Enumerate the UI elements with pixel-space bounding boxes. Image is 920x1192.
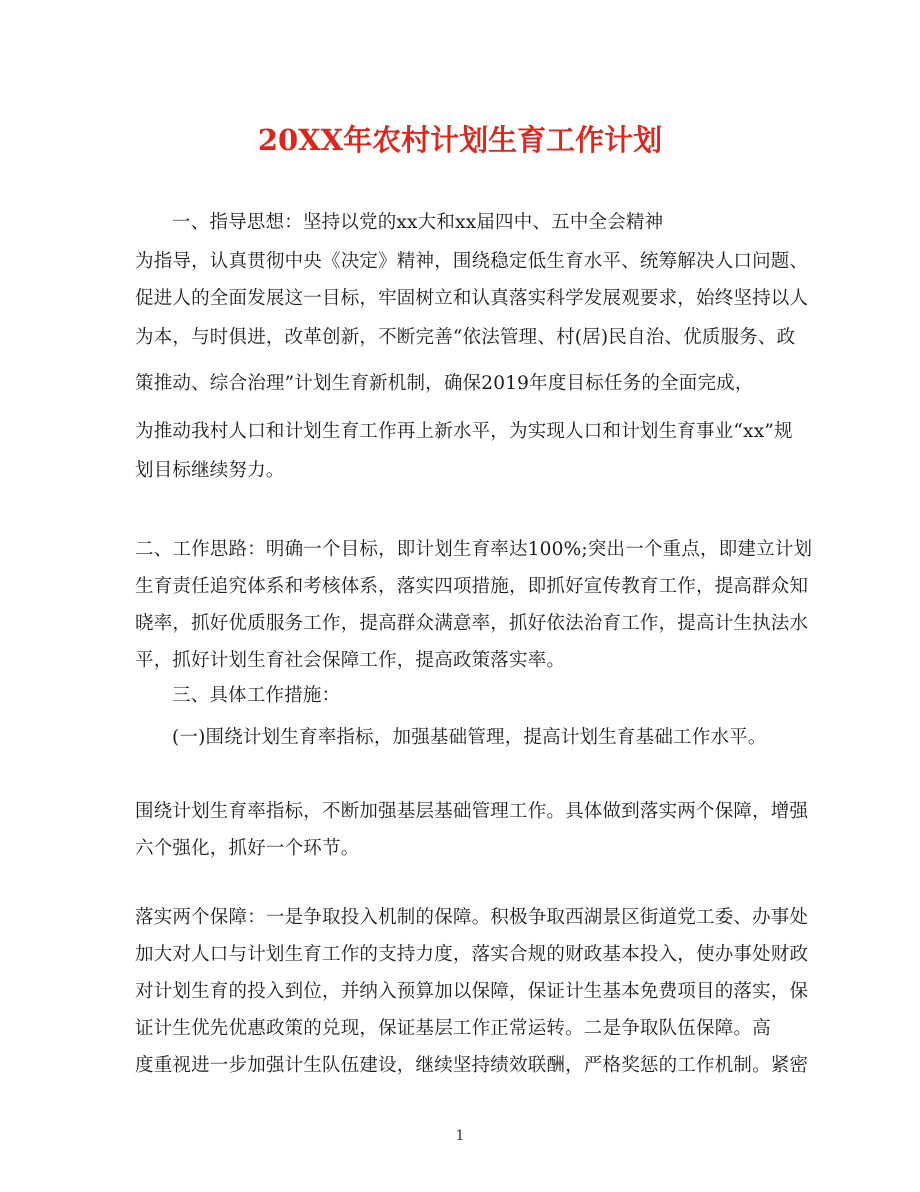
paragraph-line: 为本，与时俱进，改革创新，不断完善“依法管理、村(居)民自治、优质服务、政 <box>135 327 796 348</box>
subsection-heading: (一)围绕计划生育率指标，加强基础管理，提高计划生育基础工作水平。 <box>172 727 767 748</box>
paragraph-line: 晓率，抓好优质服务工作，提高群众满意率，抓好依法治育工作，提高计生执法水 <box>135 613 809 634</box>
paragraph-line: 为推动我村人口和计划生育工作再上新水平，为实现人口和计划生育事业“xx”规 <box>135 421 793 442</box>
paragraph-line: 证计生优先优惠政策的兑现，保证基层工作正常运转。二是争取队伍保障。高 <box>135 1018 771 1039</box>
paragraph-line: 为指导，认真贯彻中央《决定》精神，围绕稳定低生育水平、统筹解决人口问题、 <box>135 251 809 272</box>
paragraph-line: 一、指导思想：坚持以党的xx大和xx届四中、五中全会精神 <box>172 212 664 233</box>
page-number: 1 <box>455 1128 465 1144</box>
paragraph-line: 加大对人口与计划生育工作的支持力度，落实合规的财政基本投入，使办事处财政 <box>135 944 809 965</box>
paragraph-line: 策推动、综合治理”计划生育新机制，确保2019年度目标任务的全面完成， <box>135 373 754 394</box>
paragraph-line: 划目标继续努力。 <box>135 460 285 481</box>
paragraph-line: 对计划生育的投入到位，并纳入预算加以保障，保证计生基本免费项目的落实，保 <box>135 981 809 1002</box>
paragraph-line: 度重视进一步加强计生队伍建设，继续坚持绩效联酬，严格奖惩的工作机制。紧密 <box>135 1055 809 1076</box>
section-heading: 三、具体工作措施： <box>172 685 341 706</box>
document-title: 20XX年农村计划生育工作计划 <box>257 123 663 157</box>
paragraph-line: 生育责任追究体系和考核体系，落实四项措施，即抓好宣传教育工作，提高群众知 <box>135 576 809 597</box>
paragraph-line: 落实两个保障：一是争取投入机制的保障。积极争取西湖景区街道党工委、办事处 <box>135 907 809 928</box>
paragraph-line: 平，抓好计划生育社会保障工作，提高政策落实率。 <box>135 650 566 671</box>
paragraph-line: 围绕计划生育率指标，不断加强基层基础管理工作。具体做到落实两个保障，增强 <box>135 801 809 822</box>
paragraph-line: 促进人的全面发展这一目标，牢固树立和认真落实科学发展观要求，始终坚持以人 <box>135 288 809 309</box>
paragraph-line: 六个强化，抓好一个环节。 <box>135 838 360 859</box>
paragraph-line: 二、工作思路：明确一个目标，即计划生育率达100%;突出一个重点，即建立计划 <box>135 539 813 560</box>
